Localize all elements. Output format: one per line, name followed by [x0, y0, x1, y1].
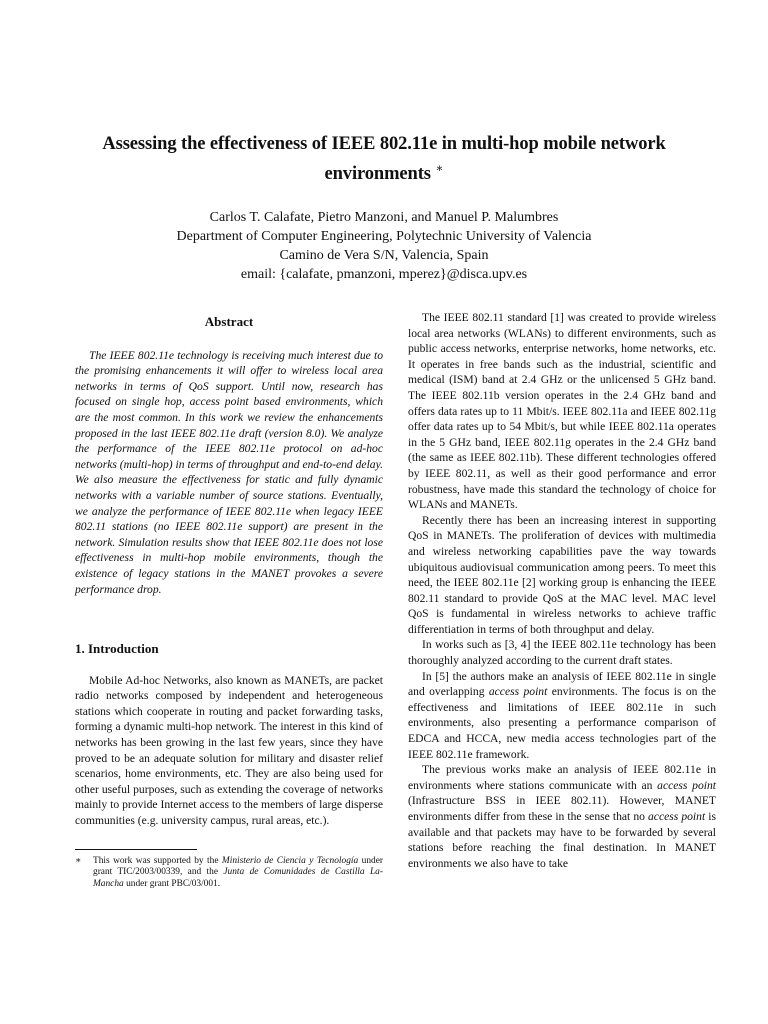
right-paragraph-1: The IEEE 802.11 standard [1] was created to provide wireless local area networks (WLANs) to different environments, such as public access networks, enterprise networks, home networks, etc. It operates in free bands such as the industrial, scientific and medical (ISM) band at 2.4 GHz or the unlicensed 5 GHz band. The IEEE 802.11b version operates in the 2.4 GHz band and offers data rates up to 11 Mbit/s. IEEE 802.11a and IEEE 802.11g offer data rates up to 54 Mbit/s, but while IEEE 802.11a operates in the 5 GHz band, IEEE 802.11g operates in the 2.4 GHz band (the same as IEEE 802.11b). These different technologies offered by IEEE 802.11, as well as their good performance and error robustness, have made this standard the technology of choice for WLANs and MANETs. [408, 311, 716, 512]
title-line-1: Assessing the effectiveness of IEEE 802.11e in multi-hop mobile network [102, 134, 666, 154]
right-paragraph-2: Recently there has been an increasing interest in supporting QoS in MANETs. The proliferation of devices with multimedia and wireless networking capabilities pave the way towards ubiquitous audiovisual communication among peers. To meet this need, the IEEE 802.11e [2] working group is enhancing the IEEE 802.11 standard to provide QoS at the MAC level. MAC level QoS is fundamental in wireless networks to achieve traffic differentiation in terms of both throughput and delay. [408, 513, 716, 636]
left-column [75, 310, 383, 890]
author-address: Camino de Vera S/N, Valencia, Spain [279, 248, 489, 263]
paper-title [60, 132, 708, 186]
title-line-2: environments [324, 164, 431, 185]
author-block [60, 208, 708, 284]
right-column [408, 310, 716, 871]
intro-paragraph-1: Mobile Ad-hoc Networks, also known as MANETs, are packet radio networks composed by independent and heterogeneous stations which cooperate in routing and packet forwarding tasks, forming a dynamic multi-hop network. The interest in this kind of networks has been growing in the last few years, since they have proved to be an adequate solution for military and disaster relief scenarios, home environments, etc. They are also being used for other useful purposes, such as extending the coverage of networks mainly to provide Internet access to the members of large disperse communities (e.g. university campus, rural areas, etc.). [75, 673, 383, 828]
abstract-text: The IEEE 802.11e technology is receiving much interest due to the promising enhancements it will offer to wireless local area networks in terms of QoS support. Until now, research has focused on single hop, access point based environments, which are the most common. In this work we review the enhancements proposed in the last IEEE 802.11e draft (version 8.0). We analyze the performance of the IEEE 802.11e protocol on ad-hoc networks (multi-hop) in terms of throughput and end-to-end delay. We also measure the effectiveness for static and fully dynamic networks with a variable number of source stations. Eventually, we analyze the performance of IEEE 802.11e when legacy IEEE 802.11 stations (no IEEE 802.11e support) are present in the network. Simulation results show that IEEE 802.11e does not lose effectiveness in multi-hop mobile environments, though the existence of legacy stations in the MANET provokes a severe performance drop. [75, 348, 383, 596]
footnote: ∗ This work was supported by the Ministerio de Ciencia y Tecnología under grant TIC/2003/00339, and the Junta de Comunidades de Castilla La-Mancha under grant PBC/03/001. [75, 855, 383, 889]
author-names: Carlos T. Calafate, Pietro Manzoni, and Manuel P. Malumbres [209, 210, 559, 225]
title-footnote-mark: ∗ [435, 161, 444, 175]
abstract-heading: Abstract [204, 314, 254, 329]
section-heading-introduction: 1. Introduction [75, 641, 159, 657]
author-email: email: {calafate, pmanzoni, mperez}@disca.upv.es [240, 267, 528, 282]
footnote-mark: ∗ [75, 855, 82, 866]
right-paragraph-5: The previous works make an analysis of IEEE 802.11e in environments where stations communicate with an access point (Infrastructure BSS in IEEE 802.11). However, MANET environments differ from these in the sense that no access point is available and that packets may have to be forwarded by several stations before reaching the final destination. In MANET environments we also have to take [408, 763, 716, 870]
author-affiliation: Department of Computer Engineering, Polytechnic University of Valencia [176, 229, 592, 244]
right-paragraph-4: In [5] the authors make an analysis of IEEE 802.11e in single and overlapping access point environments. The focus is on the effectiveness and limitations of IEEE 802.11e in such environments, also presenting a performance comparison of EDCA and HCCA, new media access technologies part of the IEEE 802.11e framework. [408, 669, 716, 761]
right-paragraph-3: In works such as [3, 4] the IEEE 802.11e technology has been thoroughly analyzed according to the current draft states. [408, 638, 716, 668]
footnote-rule [75, 849, 197, 850]
